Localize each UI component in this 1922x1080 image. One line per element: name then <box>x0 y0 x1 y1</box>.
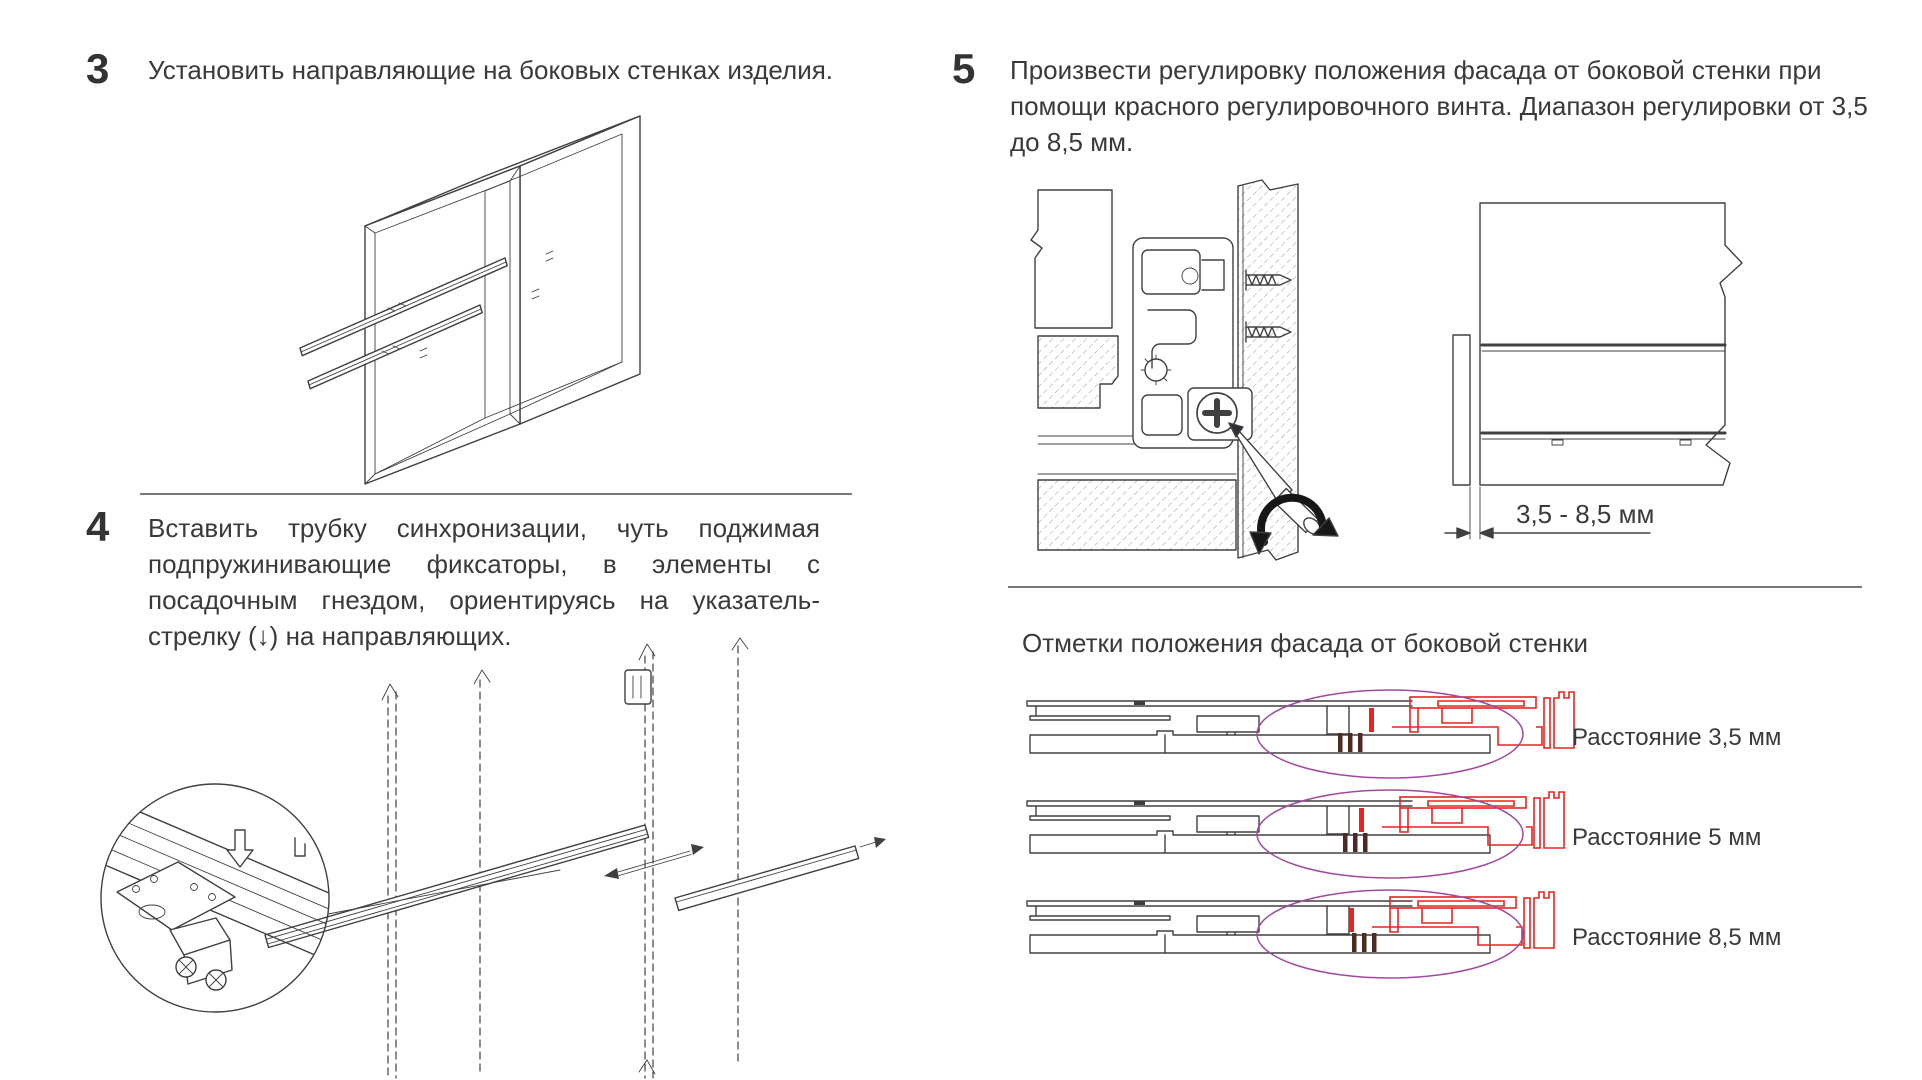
seat-element <box>625 670 651 704</box>
position-marks-row <box>1022 688 1582 784</box>
step4-text: Вставить трубку синхронизации, чуть поджимая подпружинивающие фиксаторы, в элементы с посадочным гнездом, ориентируясь на указатель-стрелку (↓) на направляющих. <box>148 513 820 651</box>
step5-text: Произвести регулировку положения фасада от боковой стенки при помощи красного регулировочного винта. Диапазон регулировки от 3,5 до 8,5 мм. <box>1010 55 1868 157</box>
section-divider-left <box>140 493 852 495</box>
front-gap-side-view <box>1440 185 1870 555</box>
step4-number: 4 <box>86 503 110 550</box>
red-pointer <box>1349 908 1354 932</box>
highlight-ellipse <box>1257 790 1523 878</box>
step3-text: Установить направляющие на боковых стенках изделия. <box>148 55 834 85</box>
magnifier-detail <box>70 782 560 1012</box>
distance-label: Расстояние 8,5 мм <box>1572 924 1782 951</box>
guide-rail-left <box>265 825 649 948</box>
marks-heading: Отметки положения фасада от боковой стенки <box>1022 628 1588 658</box>
cabinet-isometric-drawing <box>270 96 670 494</box>
phillips-screw-icon <box>206 970 226 990</box>
front-panel <box>1453 335 1470 485</box>
distance-label: Расстояние 3,5 мм <box>1572 724 1782 751</box>
section-divider-right <box>1008 586 1862 588</box>
leader-line <box>328 870 560 914</box>
adjustment-cross-section-drawing <box>1030 180 1360 565</box>
fixing-bracket <box>170 918 232 990</box>
gap-dimension-label: 3,5 - 8,5 мм <box>1516 499 1655 529</box>
hook-mark <box>295 838 305 856</box>
drawer-side-section <box>1031 190 1112 328</box>
red-pointer <box>1359 808 1364 832</box>
position-ticks <box>1338 733 1363 752</box>
step5-number: 5 <box>952 45 976 92</box>
distance-label: Расстояние 5 мм <box>1572 824 1762 851</box>
position-ticks <box>1343 833 1368 852</box>
position-ticks <box>1352 933 1377 952</box>
down-arrow-icon <box>227 830 253 867</box>
phillips-screw-icon <box>176 957 196 977</box>
position-marks-row <box>1022 788 1582 884</box>
front-panel-section <box>1038 336 1118 408</box>
bottom-panel-section <box>1038 474 1236 550</box>
highlight-ellipse <box>1257 690 1523 778</box>
step3-number: 3 <box>86 45 110 92</box>
red-pointer <box>1369 708 1374 732</box>
sync-tube-drawing <box>90 640 890 1078</box>
position-marks-row <box>1022 888 1582 984</box>
guide-rail-right <box>675 846 859 910</box>
